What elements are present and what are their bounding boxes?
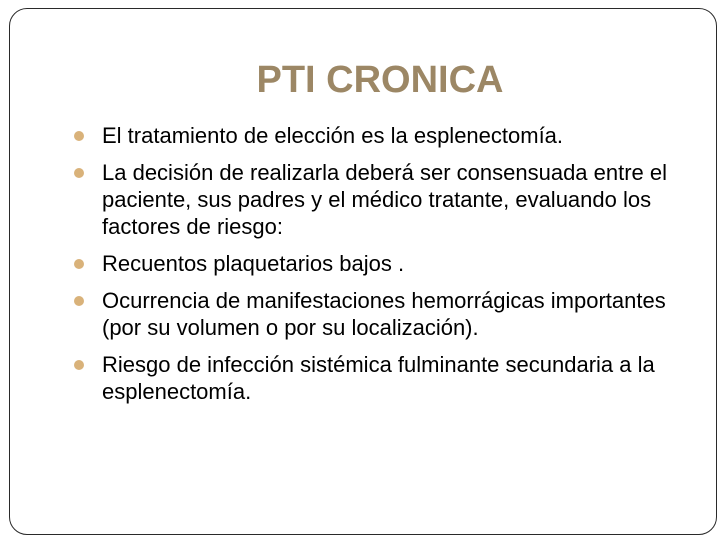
slide-title: PTI CRONICA [256,59,504,101]
bullet-dot-icon [74,259,84,269]
bullet-item [74,351,674,405]
bullet-item [74,159,674,240]
bullet-dot-icon [74,360,84,370]
bullet-text: Riesgo de infección sistémica fulminante secundaria a la esplenectomía. [102,352,655,404]
bullet-text: El tratamiento de elección es la esplenectomía. [102,123,564,148]
bullet-item [74,122,674,149]
bullet-text: La decisión de realizarla deberá ser consensuada entre el paciente, sus padres y el médico tratante, evaluando los factores de riesgo: [102,160,668,239]
bullet-dot-icon [74,296,84,306]
bullet-text: Recuentos plaquetarios bajos . [102,251,405,276]
bullet-text: Ocurrencia de manifestaciones hemorrágicas importantes (por su volumen o por su localización). [102,288,666,340]
bullet-dot-icon [74,131,84,141]
bullet-item [74,250,674,277]
bullet-list [74,122,674,415]
bullet-item [74,287,674,341]
bullet-dot-icon [74,168,84,178]
